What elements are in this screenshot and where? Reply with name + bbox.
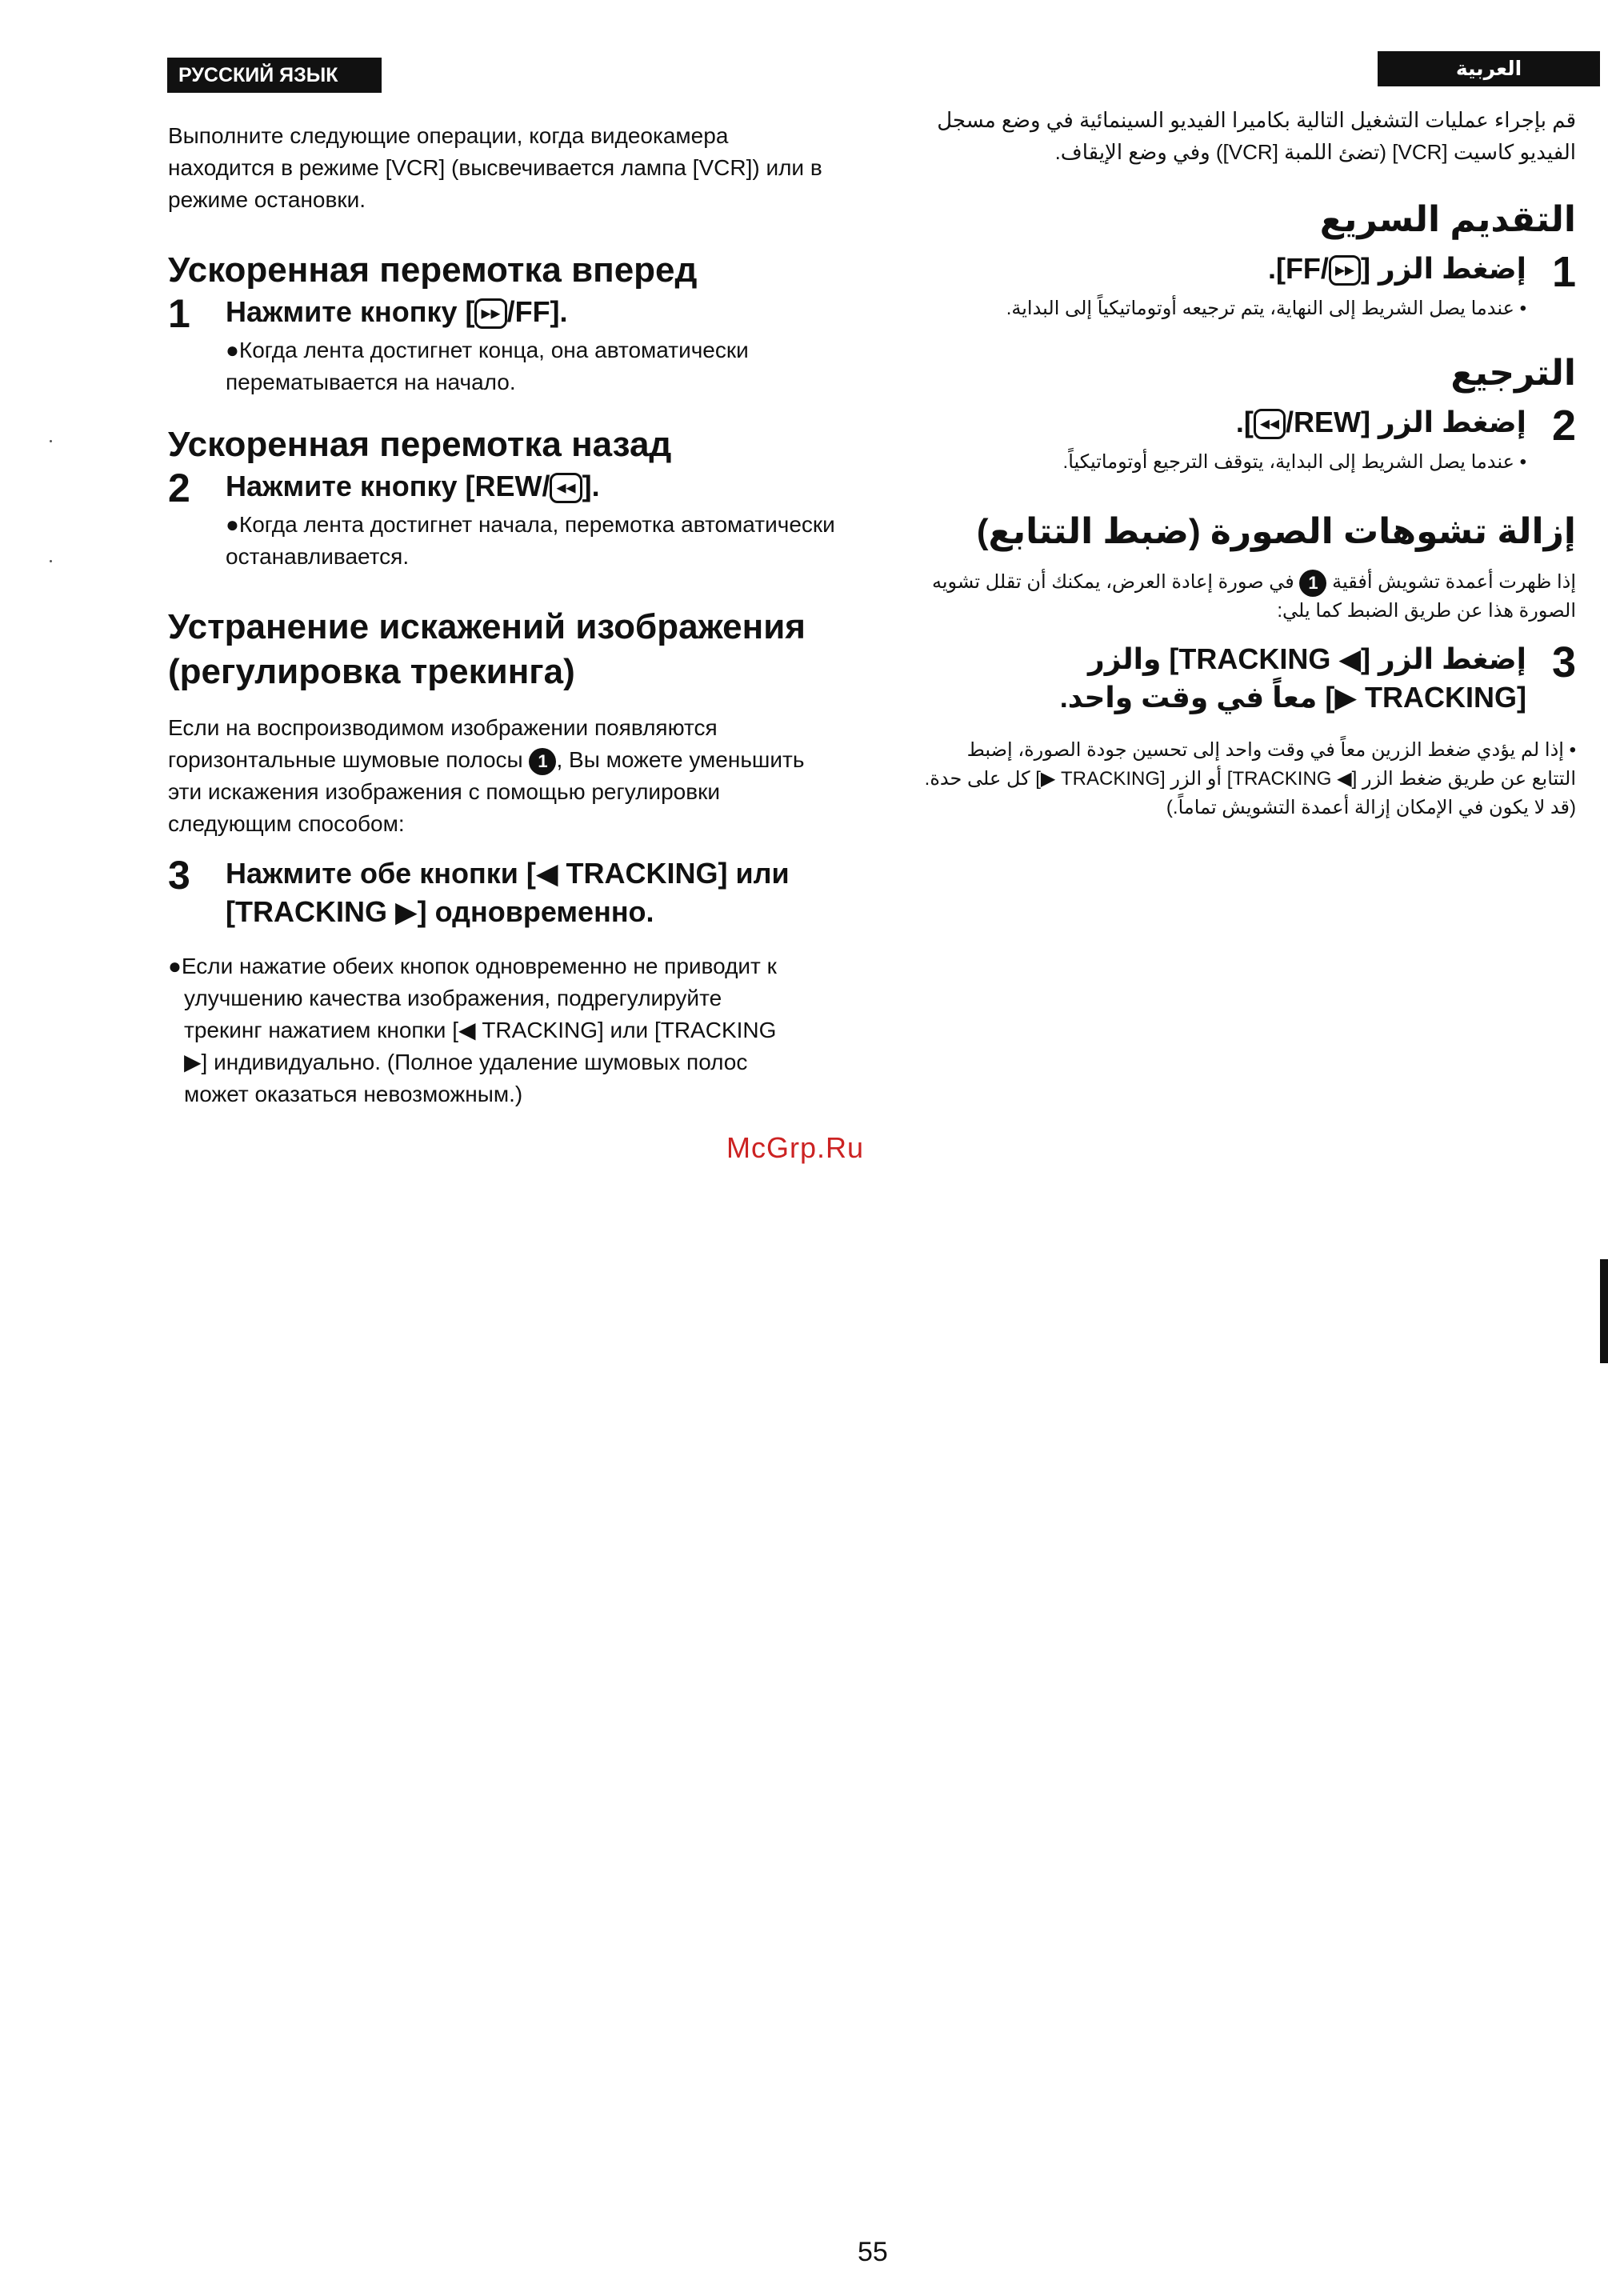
ar-rew-heading: الترجيع [1450, 354, 1576, 393]
ar-intro: قم بإجراء عمليات التشغيل التالية بكاميرا الفيديو السينمائية في وضع مسجل الفيديو كاسيت [VCR] (تضئ اللمبة [VCR]) وفي وضع الإيقاف. [937, 108, 1576, 164]
ru-tracking-step-text: Нажмите обе кнопки [◀ TRACKING] или [TRACKING ▶] одновременно. [226, 857, 790, 928]
edge-tab-marker [1600, 1259, 1608, 1363]
circled-number-1-icon: 1 [1299, 570, 1326, 597]
russian-column [168, 120, 840, 1110]
ru-tracking-step [168, 854, 840, 931]
ar-ff-bullet: • عندما يصل الشريط إلى النهاية، يتم ترجيعه أوتوماتيكياً إلى البداية. [1006, 298, 1526, 319]
ar-rew-step-text: إضغط الزر [REW/◂◂]. [1235, 406, 1526, 438]
ar-rew-step-number: 2 [1551, 402, 1576, 450]
russian-language-tag: РУССКИЙ ЯЗЫК [167, 58, 382, 93]
ar-tracking-bullet: • إذا لم يؤدي ضغط الزرين معاً في وقت واحد إلى تحسين جودة الصورة، إضبط التتابع عن طريق ضغط الزر [◀ TRACKING] أو الزر [TRACKING ▶] كل على حدة. (قد لا يكون في الإمكان إزالة أعمدة التشويش تماماً.) [924, 739, 1576, 818]
ru-tracking-bullet: ●Если нажатие обеих кнопок одновременно не приводит к улучшению качества изображения, подрегулируйте трекинг нажатием кнопки [◀ TRACKING] или [TRACKING ▶] индивидуально. (Полное удаление шумовых полос может оказаться невозможным.) [168, 954, 777, 1106]
ru-ff-step-number: 1 [168, 291, 190, 336]
rewind-icon: ◂◂ [1254, 409, 1286, 439]
ar-tracking-step-number: 3 [1551, 638, 1576, 686]
ru-tracking-step-number: 3 [168, 853, 190, 898]
watermark: McGrp.Ru [726, 1131, 865, 1164]
ar-rew-bullet: • عندما يصل الشريط إلى البداية، يتوقف الترجيع أوتوماتيكياً. [1062, 451, 1526, 473]
ru-tracking-body: Если на воспроизводимом изображении появляются горизонтальные шумовые полосы 1 , Вы можете уменьшить эти искажения изображения с помощью регулировки следующим способом: [168, 715, 805, 836]
rewind-icon: ◂◂ [550, 473, 582, 503]
ru-rew-step [168, 467, 840, 509]
ru-ff-heading: Ускоренная перемотка вперед [168, 250, 698, 290]
fast-forward-icon: ▸▸ [1329, 255, 1361, 286]
ru-ff-step-text: Нажмите кнопку [ ▸▸ /FF]. [226, 295, 568, 328]
ar-ff-step-number: 1 [1551, 248, 1576, 296]
fast-forward-icon: ▸▸ [474, 298, 506, 329]
arabic-language-tag: العربية [1378, 51, 1600, 86]
ar-ff-step [920, 250, 1576, 294]
ru-rew-step-text: Нажмите кнопку [REW/ ◂◂ ]. [226, 470, 600, 502]
page-number: 55 [858, 2237, 888, 2267]
circled-number-1-icon: 1 [529, 748, 556, 775]
scan-dot [50, 440, 52, 442]
ru-ff-bullet: ●Когда лента достигнет конца, она автоматически перематывается на начало. [226, 338, 749, 394]
ru-intro: Выполните следующие операции, когда видеокамера находится в режиме [VCR] (высвечивается лампа [VCR]) или в режиме остановки. [168, 123, 822, 212]
ru-tracking-heading: Устранение искажений изображения (регулировка трекинга) [168, 607, 806, 691]
arabic-column [920, 104, 1576, 822]
ar-tracking-heading: إزالة تشوهات الصورة (ضبط التتابع) [976, 512, 1576, 551]
ar-rew-step [920, 403, 1576, 448]
ar-ff-heading: التقديم السريع [1319, 200, 1576, 239]
ru-rew-heading: Ускоренная перемотка назад [168, 425, 672, 464]
ar-tracking-body: إذا ظهرت أعمدة تشويش أفقية 1 في صورة إعادة العرض، يمكنك أن تقلل تشويه الصورة هذا عن طريق الضبط كما يلي: [920, 568, 1576, 626]
ru-rew-step-number: 2 [168, 466, 190, 510]
ar-tracking-step-text: إضغط الزر [◀ TRACKING] والزر [TRACKING ▶] معاً في وقت واحد. [1059, 642, 1526, 714]
ru-rew-bullet: ●Когда лента достигнет начала, перемотка автоматически останавливается. [226, 512, 835, 569]
ru-ff-step [168, 293, 840, 334]
scan-dot [50, 560, 52, 562]
ar-tracking-step [920, 640, 1576, 717]
ar-ff-step-text: إضغط الزر [▸▸/FF]. [1267, 252, 1526, 285]
